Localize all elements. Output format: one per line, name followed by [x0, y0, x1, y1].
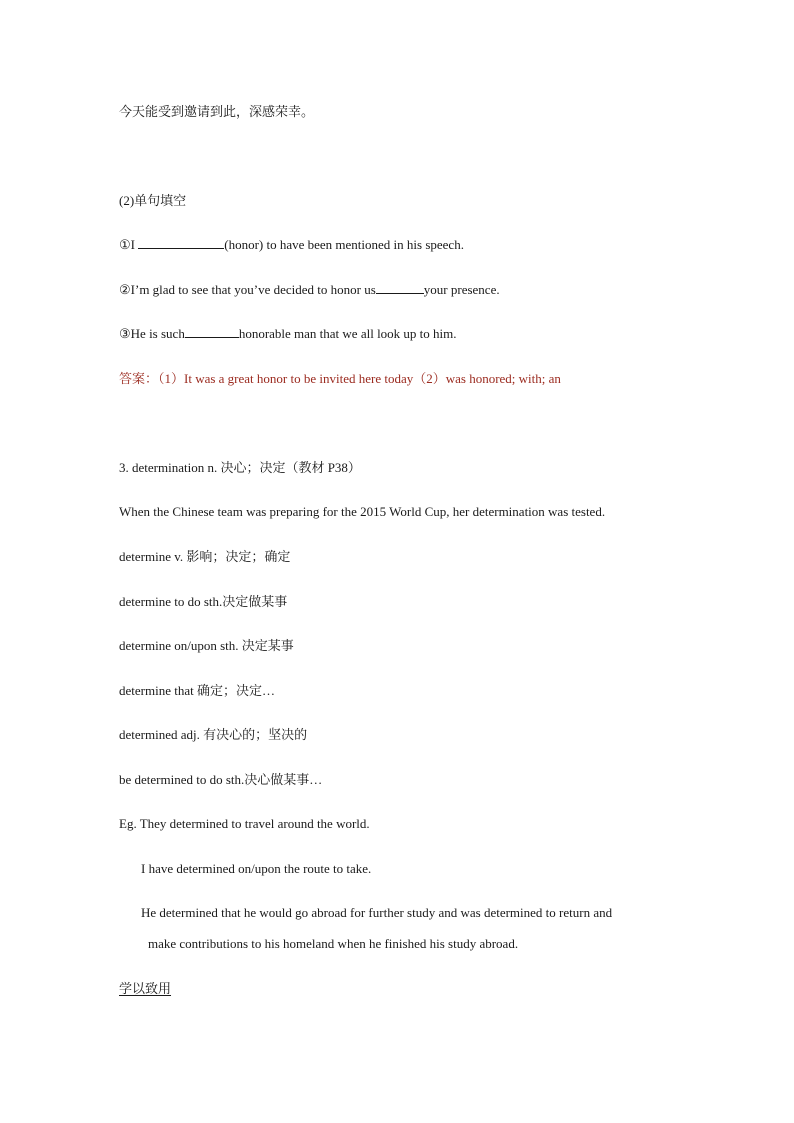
fill-question-1 [119, 236, 464, 254]
fill-blank-1 [138, 236, 224, 249]
usage-determine-on-upon: determine on/upon sth. 决定某事 [119, 638, 294, 653]
example-1: Eg. They determined to travel around the world. [119, 816, 370, 831]
fill-question-2-suffix: your presence. [423, 282, 500, 297]
fill-question-3 [119, 325, 457, 343]
fill-blank-2 [376, 281, 424, 294]
usage-determine-to-do: determine to do sth.决定做某事 [119, 594, 288, 609]
usage-determine-verb: determine v. 影响；决定；确定 [119, 549, 291, 564]
fill-question-2 [119, 281, 500, 299]
fill-question-3-suffix: honorable man that we all look up to him. [238, 326, 457, 341]
example-3-line-1: He determined that he would go abroad for further study and was determined to return and [141, 905, 613, 920]
usage-determine-that: determine that 确定；决定… [119, 683, 275, 698]
fill-section-heading: (2)单句填空 [119, 193, 187, 208]
fill-question-1-suffix: (honor) to have been mentioned in his speech. [224, 237, 464, 252]
example-2: I have determined on/upon the route to take. [141, 861, 372, 876]
usage-determined-adj: determined adj. 有决心的；坚决的 [119, 727, 308, 742]
practice-heading: 学以致用 [119, 981, 172, 996]
example-3-line-2: make contributions to his homeland when he finished his study abroad. [148, 936, 519, 951]
fill-question-3-prefix: ③He is such [119, 326, 185, 341]
fill-question-1-prefix: ①I [119, 237, 139, 252]
vocab-title: 3. determination n. 决心；决定（教材 P38） [119, 460, 361, 475]
usage-be-determined: be determined to do sth.决心做某事… [119, 772, 323, 787]
textbook-sentence: When the Chinese team was preparing for the 2015 World Cup, her determination was tested. [119, 504, 606, 519]
fill-blank-3 [185, 325, 239, 338]
answer-line: 答案：（1）It was a great honor to be invited here today（2）was honored; with; an [119, 371, 561, 386]
intro-sentence: 今天能受到邀请到此，深感荣幸。 [119, 104, 315, 119]
fill-question-2-prefix: ②I’m glad to see that you’ve decided to honor us [119, 282, 376, 297]
